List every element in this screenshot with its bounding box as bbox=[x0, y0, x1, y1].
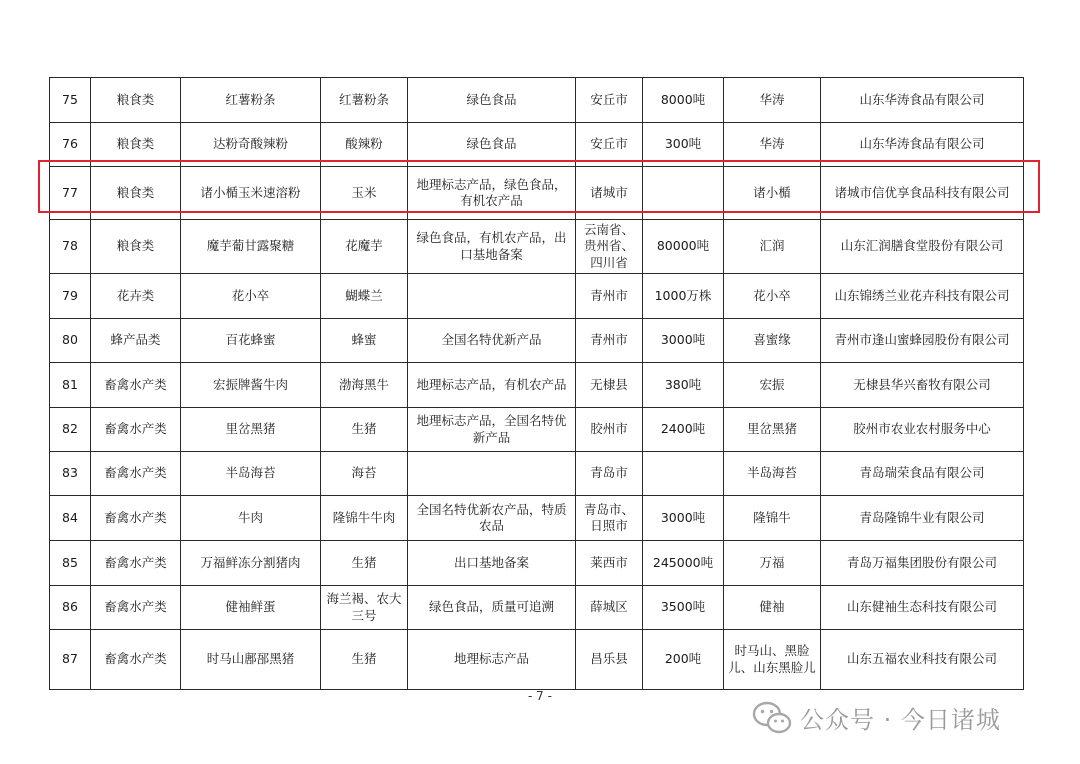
table-row bbox=[50, 586, 1024, 630]
table-cell: 花小卒 bbox=[724, 274, 821, 319]
table-cell: 青岛市 bbox=[576, 452, 643, 496]
table-cell: 胶州市 bbox=[576, 408, 643, 452]
table-cell: 85 bbox=[50, 541, 91, 586]
table-cell bbox=[408, 452, 576, 496]
table-cell: 健袖鲜蛋 bbox=[181, 586, 321, 630]
table-cell: 畜禽水产类 bbox=[91, 496, 181, 541]
wechat-icon bbox=[752, 701, 792, 735]
table-cell: 3000吨 bbox=[643, 496, 724, 541]
table-cell: 青岛瑞荣食品有限公司 bbox=[821, 452, 1024, 496]
table-row bbox=[50, 78, 1024, 123]
table-row bbox=[50, 452, 1024, 496]
table-row bbox=[50, 319, 1024, 363]
table-cell: 1000万株 bbox=[643, 274, 724, 319]
table-cell: 无棣县华兴畜牧有限公司 bbox=[821, 363, 1024, 408]
table-cell: 绿色食品，有机农产品，出口基地备案 bbox=[408, 220, 576, 274]
table-cell: 汇润 bbox=[724, 220, 821, 274]
table-cell: 安丘市 bbox=[576, 123, 643, 167]
table-cell: 花小卒 bbox=[181, 274, 321, 319]
table-cell: 时马山、黑脸儿、山东黑脸儿 bbox=[724, 630, 821, 690]
table-cell: 畜禽水产类 bbox=[91, 586, 181, 630]
table-cell: 海苔 bbox=[321, 452, 408, 496]
table-cell: 畜禽水产类 bbox=[91, 630, 181, 690]
table-cell: 86 bbox=[50, 586, 91, 630]
table-cell: 畜禽水产类 bbox=[91, 541, 181, 586]
table-row bbox=[50, 541, 1024, 586]
table-cell: 83 bbox=[50, 452, 91, 496]
table-cell: 出口基地备案 bbox=[408, 541, 576, 586]
table-cell: 山东华涛食品有限公司 bbox=[821, 123, 1024, 167]
table-cell: 地理标志产品，全国名特优新产品 bbox=[408, 408, 576, 452]
watermark-text: 公众号 · 今日诸城 bbox=[800, 706, 1001, 734]
table-cell: 山东锦绣兰业花卉科技有限公司 bbox=[821, 274, 1024, 319]
table-cell: 健袖 bbox=[724, 586, 821, 630]
table-cell: 绿色食品 bbox=[408, 123, 576, 167]
table-row bbox=[50, 363, 1024, 408]
table-cell: 半岛海苔 bbox=[181, 452, 321, 496]
table-cell: 隆锦牛牛肉 bbox=[321, 496, 408, 541]
table-row bbox=[50, 496, 1024, 541]
table-cell: 花魔芋 bbox=[321, 220, 408, 274]
table-cell: 青州市 bbox=[576, 274, 643, 319]
table-cell: 达粉奇酸辣粉 bbox=[181, 123, 321, 167]
table-cell: 安丘市 bbox=[576, 78, 643, 123]
table-cell: 畜禽水产类 bbox=[91, 408, 181, 452]
table-cell: 半岛海苔 bbox=[724, 452, 821, 496]
table-cell: 蜂蜜 bbox=[321, 319, 408, 363]
table-cell: 全国名特优新产品 bbox=[408, 319, 576, 363]
table-cell: 绿色食品 bbox=[408, 78, 576, 123]
table-cell: 粮食类 bbox=[91, 123, 181, 167]
table-cell: 山东健袖生态科技有限公司 bbox=[821, 586, 1024, 630]
table-cell: 蝴蝶兰 bbox=[321, 274, 408, 319]
table-cell: 生猪 bbox=[321, 408, 408, 452]
table-cell: 绿色食品，质量可追溯 bbox=[408, 586, 576, 630]
table-cell: 隆锦牛 bbox=[724, 496, 821, 541]
table-cell: 2400吨 bbox=[643, 408, 724, 452]
table-cell: 蜂产品类 bbox=[91, 319, 181, 363]
table-cell: 78 bbox=[50, 220, 91, 274]
table-cell: 红薯粉条 bbox=[321, 78, 408, 123]
table-cell: 84 bbox=[50, 496, 91, 541]
table-cell: 380吨 bbox=[643, 363, 724, 408]
table-cell: 华涛 bbox=[724, 78, 821, 123]
table-cell: 75 bbox=[50, 78, 91, 123]
table-cell: 畜禽水产类 bbox=[91, 452, 181, 496]
watermark bbox=[752, 700, 1001, 735]
table-cell: 87 bbox=[50, 630, 91, 690]
table-cell bbox=[643, 452, 724, 496]
table-cell: 华涛 bbox=[724, 123, 821, 167]
table-cell: 全国名特优新农产品，特质农品 bbox=[408, 496, 576, 541]
table-row bbox=[50, 630, 1024, 690]
table-cell: 宏振牌酱牛肉 bbox=[181, 363, 321, 408]
table-cell: 万福 bbox=[724, 541, 821, 586]
table-cell: 81 bbox=[50, 363, 91, 408]
table-cell: 77 bbox=[50, 167, 91, 220]
page-number: - 7 - bbox=[528, 689, 552, 703]
table-cell: 82 bbox=[50, 408, 91, 452]
table-cell: 里岔黑猪 bbox=[724, 408, 821, 452]
table-cell: 80000吨 bbox=[643, 220, 724, 274]
table-row bbox=[50, 274, 1024, 319]
table-cell: 酸辣粉 bbox=[321, 123, 408, 167]
table-cell: 时马山鄌郚黑猪 bbox=[181, 630, 321, 690]
table-cell: 无棣县 bbox=[576, 363, 643, 408]
table-cell: 莱西市 bbox=[576, 541, 643, 586]
table-cell: 宏振 bbox=[724, 363, 821, 408]
table-cell: 山东五福农业科技有限公司 bbox=[821, 630, 1024, 690]
table-cell: 生猪 bbox=[321, 630, 408, 690]
table-cell: 245000吨 bbox=[643, 541, 724, 586]
table-cell: 万福鲜冻分割猪肉 bbox=[181, 541, 321, 586]
table-cell: 地理标志产品，绿色食品，有机农产品 bbox=[408, 167, 576, 220]
table-cell: 昌乐县 bbox=[576, 630, 643, 690]
table-cell: 魔芋葡甘露聚糖 bbox=[181, 220, 321, 274]
table-cell: 百花蜂蜜 bbox=[181, 319, 321, 363]
table-cell: 薛城区 bbox=[576, 586, 643, 630]
table-cell: 青岛万福集团股份有限公司 bbox=[821, 541, 1024, 586]
table-cell: 里岔黑猪 bbox=[181, 408, 321, 452]
table-cell bbox=[408, 274, 576, 319]
table-cell: 诸小楯 bbox=[724, 167, 821, 220]
table-cell: 山东华涛食品有限公司 bbox=[821, 78, 1024, 123]
highlight-box bbox=[38, 160, 1040, 213]
table-cell: 山东汇润膳食堂股份有限公司 bbox=[821, 220, 1024, 274]
table-cell: 胶州市农业农村服务中心 bbox=[821, 408, 1024, 452]
table-cell: 畜禽水产类 bbox=[91, 363, 181, 408]
table-cell: 青岛隆锦牛业有限公司 bbox=[821, 496, 1024, 541]
table-cell: 诸城市信优享食品科技有限公司 bbox=[821, 167, 1024, 220]
table-cell: 青州市逢山蜜蜂园股份有限公司 bbox=[821, 319, 1024, 363]
table-cell: 青岛市、日照市 bbox=[576, 496, 643, 541]
table-cell: 粮食类 bbox=[91, 220, 181, 274]
table-cell: 牛肉 bbox=[181, 496, 321, 541]
table-cell: 诸小楯玉米速溶粉 bbox=[181, 167, 321, 220]
table-cell: 喜蜜缘 bbox=[724, 319, 821, 363]
table-cell: 海兰褐、农大三号 bbox=[321, 586, 408, 630]
table-cell: 渤海黑牛 bbox=[321, 363, 408, 408]
table-cell: 青州市 bbox=[576, 319, 643, 363]
table-cell: 80 bbox=[50, 319, 91, 363]
table-row bbox=[50, 220, 1024, 274]
table-row bbox=[50, 408, 1024, 452]
table-cell: 地理标志产品 bbox=[408, 630, 576, 690]
table-cell: 地理标志产品，有机农产品 bbox=[408, 363, 576, 408]
table-cell: 粮食类 bbox=[91, 78, 181, 123]
table-cell: 200吨 bbox=[643, 630, 724, 690]
table-cell: 红薯粉条 bbox=[181, 78, 321, 123]
table-cell: 3000吨 bbox=[643, 319, 724, 363]
table-cell: 玉米 bbox=[321, 167, 408, 220]
table-cell: 300吨 bbox=[643, 123, 724, 167]
table-cell: 诸城市 bbox=[576, 167, 643, 220]
table-cell: 3500吨 bbox=[643, 586, 724, 630]
table-cell: 花卉类 bbox=[91, 274, 181, 319]
table-cell: 生猪 bbox=[321, 541, 408, 586]
table-cell: 76 bbox=[50, 123, 91, 167]
table-cell: 8000吨 bbox=[643, 78, 724, 123]
table-cell: 云南省、贵州省、四川省 bbox=[576, 220, 643, 274]
table-cell: 79 bbox=[50, 274, 91, 319]
table-cell: 粮食类 bbox=[91, 167, 181, 220]
